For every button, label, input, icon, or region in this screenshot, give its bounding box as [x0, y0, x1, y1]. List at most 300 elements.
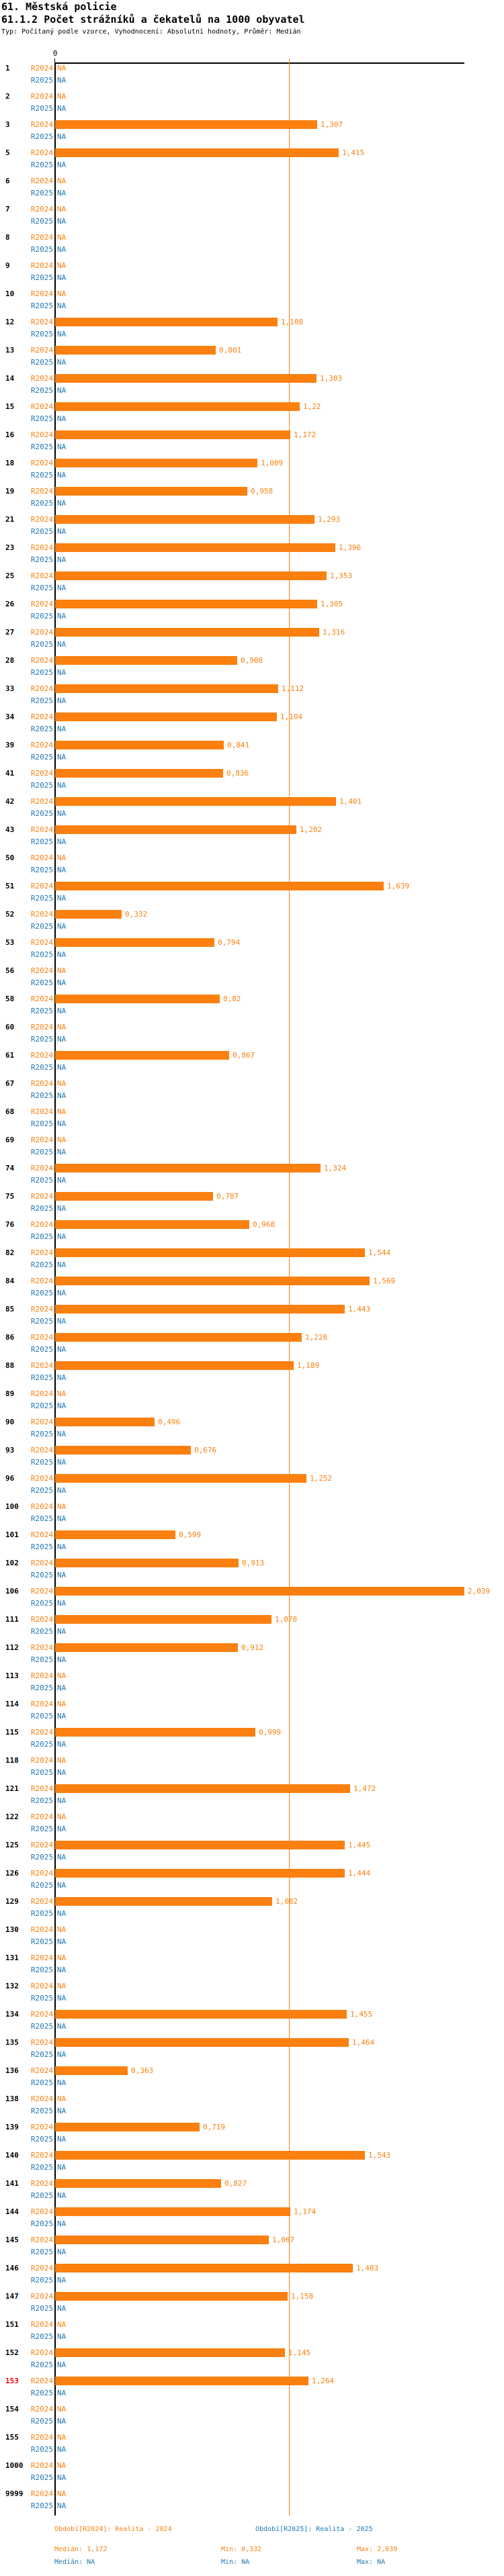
series-label-r2024: R2024: [30, 459, 53, 467]
value-label-r2024: 1,078: [275, 1615, 298, 1624]
row-group: [0, 260, 504, 288]
series-line-r2024: [0, 739, 504, 751]
row-id-label: 115: [5, 1728, 19, 1737]
series-line-r2024: [0, 965, 504, 977]
series-label-r2024: R2024: [30, 797, 53, 806]
na-label-r2025: NA: [57, 922, 67, 931]
series-line-r2025: [0, 2331, 504, 2343]
series-line-r2024: [0, 1952, 504, 1964]
series-line-r2024: [0, 1585, 504, 1598]
na-label-r2025: NA: [57, 189, 67, 197]
series-line-r2024: [0, 1839, 504, 1851]
row-group: [0, 1557, 504, 1585]
series-line-r2024: [0, 598, 504, 610]
series-line-r2025: [0, 582, 504, 594]
row-group: [0, 993, 504, 1021]
series-line-r2025: [0, 2190, 504, 2202]
na-label-r2025: NA: [57, 1260, 67, 1269]
series-label-r2025: R2025: [30, 358, 53, 367]
value-label-r2024: 0,82: [223, 995, 241, 1003]
row-id-label: 106: [5, 1587, 19, 1596]
value-label-r2024: 1,112: [282, 684, 304, 693]
stat-max-r2025: Max: NA: [357, 2559, 386, 2566]
series-line-r2025: [0, 2472, 504, 2484]
row-group: [0, 1585, 504, 1614]
series-label-r2024: R2024: [30, 1418, 53, 1426]
series-label-r2025: R2025: [30, 696, 53, 705]
row-id-label: 147: [5, 2292, 19, 2301]
series-line-r2025: [0, 977, 504, 989]
series-label-r2025: R2025: [30, 76, 53, 85]
row-id-label: 69: [5, 1136, 15, 1144]
series-line-r2024: [0, 2234, 504, 2246]
na-label-r2025: NA: [57, 1543, 67, 1551]
na-label-r2024: NA: [57, 966, 67, 975]
series-label-r2025: R2025: [30, 132, 53, 141]
value-bar-r2024: [55, 1192, 213, 1201]
series-label-r2024: R2024: [30, 64, 53, 73]
series-line-r2025: [0, 2133, 504, 2146]
value-label-r2024: 0,496: [158, 1418, 181, 1426]
stat-median-r2024: Medián: 1,172: [54, 2546, 108, 2553]
series-label-r2024: R2024: [30, 1671, 53, 1680]
row-id-label: 1: [5, 64, 10, 73]
series-line-r2025: [0, 1710, 504, 1722]
series-label-r2024: R2024: [30, 966, 53, 975]
na-label-r2025: NA: [57, 104, 67, 113]
series-label-r2025: R2025: [30, 1176, 53, 1185]
row-group: [0, 739, 504, 768]
value-bar-r2024: [55, 600, 317, 608]
series-line-r2025: [0, 2021, 504, 2033]
series-line-r2025: [0, 1880, 504, 1892]
row-group: [0, 1106, 504, 1134]
series-label-r2024: R2024: [30, 2292, 53, 2301]
series-line-r2025: [0, 2162, 504, 2174]
series-label-r2024: R2024: [30, 1136, 53, 1144]
series-label-r2025: R2025: [30, 1260, 53, 1269]
row-group: [0, 2093, 504, 2121]
value-bar-r2024: [55, 318, 278, 326]
series-label-r2024: R2024: [30, 374, 53, 383]
na-label-r2025: NA: [57, 527, 67, 536]
value-bar-r2024: [55, 148, 339, 157]
na-label-r2025: NA: [57, 1571, 67, 1579]
series-line-r2025: [0, 554, 504, 566]
series-line-r2025: [0, 1823, 504, 1835]
row-group: [0, 683, 504, 711]
value-bar-r2024: [55, 120, 317, 129]
series-label-r2024: R2024: [30, 2038, 53, 2047]
value-bar-r2024: [55, 741, 224, 749]
value-bar-r2024: [55, 769, 223, 778]
series-line-r2025: [0, 695, 504, 707]
value-bar-r2024: [55, 1248, 365, 1257]
na-label-r2025: NA: [57, 2248, 67, 2256]
series-line-r2025: [0, 2359, 504, 2371]
row-id-label: 136: [5, 2066, 19, 2075]
value-label-r2024: 0,867: [233, 1051, 255, 1060]
value-bar-r2024: [55, 938, 214, 947]
na-label-r2025: NA: [57, 2332, 67, 2341]
series-label-r2025: R2025: [30, 612, 53, 620]
series-line-r2024: [0, 1191, 504, 1203]
series-line-r2025: [0, 187, 504, 199]
series-line-r2024: [0, 1868, 504, 1880]
row-group: [0, 1050, 504, 1078]
series-label-r2024: R2024: [30, 2461, 53, 2470]
value-label-r2024: 0,908: [241, 656, 263, 665]
series-line-r2025: [0, 2303, 504, 2315]
value-bar-r2024: [55, 2123, 200, 2131]
series-line-r2024: [0, 1980, 504, 1992]
row-id-label: 74: [5, 1164, 15, 1172]
row-id-label: 58: [5, 995, 15, 1003]
value-bar-r2024: [55, 2179, 221, 2188]
series-line-r2024: [0, 1783, 504, 1795]
series-label-r2025: R2025: [30, 189, 53, 197]
na-label-r2025: NA: [57, 1599, 67, 1608]
row-id-label: 145: [5, 2236, 19, 2244]
row-id-label: 89: [5, 1389, 15, 1398]
series-line-r2025: [0, 1513, 504, 1525]
value-bar-r2024: [55, 487, 247, 496]
value-label-r2024: 1,189: [297, 1361, 320, 1370]
series-line-r2025: [0, 1569, 504, 1581]
row-group: [0, 2291, 504, 2319]
value-label-r2024: 1,353: [330, 571, 353, 580]
na-label-r2025: NA: [57, 2135, 67, 2144]
series-line-r2024: [0, 2262, 504, 2274]
row-group: [0, 598, 504, 627]
na-label-r2025: NA: [57, 1966, 67, 1974]
series-label-r2024: R2024: [30, 487, 53, 496]
na-label-r2025: NA: [57, 640, 67, 649]
value-label-r2024: 1,444: [348, 1869, 371, 1878]
row-group: [0, 1698, 504, 1727]
value-bar-r2024: [55, 1869, 345, 1878]
value-bar-r2024: [55, 882, 384, 890]
series-label-r2024: R2024: [30, 120, 53, 129]
series-line-r2025: [0, 667, 504, 679]
na-label-r2025: NA: [57, 471, 67, 479]
na-label-r2025: NA: [57, 386, 67, 395]
na-label-r2024: NA: [57, 854, 67, 862]
value-label-r2024: 1,639: [387, 882, 410, 890]
series-line-r2025: [0, 1598, 504, 1610]
na-label-r2025: NA: [57, 2191, 67, 2200]
value-bar-r2024: [55, 2236, 269, 2244]
row-id-label: 67: [5, 1079, 15, 1088]
series-line-r2025: [0, 1851, 504, 1864]
row-id-label: 122: [5, 1812, 19, 1821]
value-bar-r2024: [55, 1164, 321, 1172]
series-label-r2024: R2024: [30, 1784, 53, 1793]
series-line-r2025: [0, 1062, 504, 1074]
series-label-r2025: R2025: [30, 2501, 53, 2510]
na-label-r2025: NA: [57, 978, 67, 987]
series-line-r2025: [0, 1457, 504, 1469]
series-label-r2024: R2024: [30, 684, 53, 693]
na-label-r2025: NA: [57, 1148, 67, 1156]
na-label-r2024: NA: [57, 1107, 67, 1116]
series-label-r2025: R2025: [30, 104, 53, 113]
series-line-r2024: [0, 824, 504, 836]
row-group: [0, 1980, 504, 2009]
row-group: [0, 2488, 504, 2516]
value-label-r2024: 1,415: [342, 148, 365, 157]
row-group: [0, 2009, 504, 2037]
series-line-r2024: [0, 542, 504, 554]
series-label-r2025: R2025: [30, 668, 53, 677]
series-label-r2024: R2024: [30, 1248, 53, 1257]
value-bar-r2024: [55, 430, 290, 439]
series-label-r2025: R2025: [30, 1345, 53, 1354]
series-line-r2025: [0, 498, 504, 510]
row-group: [0, 627, 504, 655]
series-label-r2024: R2024: [30, 430, 53, 439]
na-label-r2025: NA: [57, 696, 67, 705]
row-id-label: 90: [5, 1418, 15, 1426]
series-label-r2025: R2025: [30, 866, 53, 874]
na-label-r2025: NA: [57, 1317, 67, 1326]
value-bar-r2024: [55, 1784, 350, 1793]
row-id-label: 114: [5, 1700, 19, 1708]
series-line-r2025: [0, 1428, 504, 1440]
row-group: [0, 91, 504, 119]
row-group: [0, 1332, 504, 1360]
row-id-label: 88: [5, 1361, 15, 1370]
series-label-r2024: R2024: [30, 2236, 53, 2244]
series-line-r2024: [0, 457, 504, 469]
na-label-r2025: NA: [57, 2445, 67, 2454]
series-label-r2025: R2025: [30, 2473, 53, 2482]
page-title: 61. Městská policie: [1, 1, 117, 13]
series-label-r2024: R2024: [30, 995, 53, 1003]
series-line-r2024: [0, 1332, 504, 1344]
series-label-r2025: R2025: [30, 584, 53, 592]
series-label-r2025: R2025: [30, 1486, 53, 1495]
row-group: [0, 344, 504, 373]
series-label-r2024: R2024: [30, 2264, 53, 2272]
na-label-r2025: NA: [57, 2473, 67, 2482]
row-id-label: 9: [5, 261, 10, 270]
row-id-label: 14: [5, 374, 15, 383]
series-label-r2024: R2024: [30, 1220, 53, 1229]
row-group: [0, 1444, 504, 1473]
series-line-r2024: [0, 2009, 504, 2021]
value-bar-r2024: [55, 2377, 308, 2385]
row-id-label: 85: [5, 1305, 15, 1314]
value-label-r2024: 1,104: [280, 712, 303, 721]
series-line-r2025: [0, 1118, 504, 1130]
series-label-r2025: R2025: [30, 273, 53, 282]
row-id-label: 113: [5, 1671, 19, 1680]
row-id-label: 84: [5, 1277, 15, 1285]
value-label-r2024: 0,676: [194, 1446, 217, 1455]
row-group: [0, 1755, 504, 1783]
series-line-r2025: [0, 2444, 504, 2456]
series-label-r2024: R2024: [30, 1925, 53, 1934]
series-label-r2025: R2025: [30, 1684, 53, 1692]
value-label-r2024: 1,443: [348, 1305, 371, 1314]
row-group: [0, 1501, 504, 1529]
series-line-r2024: [0, 1727, 504, 1739]
row-id-label: 135: [5, 2038, 19, 2047]
value-label-r2024: 1,082: [276, 1897, 298, 1906]
value-label-r2024: 1,158: [291, 2292, 314, 2301]
series-line-r2025: [0, 357, 504, 369]
value-bar-r2024: [55, 2292, 288, 2301]
na-label-r2024: NA: [57, 2095, 67, 2103]
na-label-r2025: NA: [57, 443, 67, 451]
row-group: [0, 2178, 504, 2206]
series-line-r2024: [0, 880, 504, 892]
value-bar-r2024: [55, 628, 319, 637]
series-label-r2025: R2025: [30, 1768, 53, 1777]
series-line-r2024: [0, 1360, 504, 1372]
series-line-r2025: [0, 836, 504, 848]
series-line-r2025: [0, 1316, 504, 1328]
series-label-r2024: R2024: [30, 2151, 53, 2160]
row-id-label: 125: [5, 1841, 19, 1849]
series-label-r2024: R2024: [30, 1023, 53, 1031]
row-id-label: 126: [5, 1869, 19, 1878]
series-line-r2024: [0, 570, 504, 582]
row-group: [0, 2262, 504, 2291]
series-label-r2024: R2024: [30, 1756, 53, 1765]
row-id-label: 146: [5, 2264, 19, 2272]
row-group: [0, 147, 504, 175]
row-group: [0, 1614, 504, 1642]
row-id-label: 144: [5, 2207, 19, 2216]
series-line-r2025: [0, 1033, 504, 1046]
series-label-r2024: R2024: [30, 2207, 53, 2216]
na-label-r2025: NA: [57, 866, 67, 874]
series-line-r2025: [0, 610, 504, 623]
series-label-r2025: R2025: [30, 1289, 53, 1297]
value-label-r2024: 1,543: [368, 2151, 391, 2160]
na-label-r2025: NA: [57, 1063, 67, 1072]
value-label-r2024: 1,324: [324, 1164, 347, 1172]
series-line-r2024: [0, 2093, 504, 2105]
series-line-r2024: [0, 1247, 504, 1259]
axis-zero-label: 0: [52, 49, 58, 58]
row-group: [0, 2065, 504, 2093]
series-label-r2024: R2024: [30, 177, 53, 185]
value-label-r2024: 1,108: [281, 318, 304, 326]
series-label-r2024: R2024: [30, 600, 53, 608]
value-bar-r2024: [55, 402, 300, 411]
series-label-r2024: R2024: [30, 1587, 53, 1596]
series-line-r2024: [0, 1614, 504, 1626]
series-label-r2025: R2025: [30, 2304, 53, 2313]
row-id-label: 111: [5, 1615, 19, 1624]
na-label-r2025: NA: [57, 499, 67, 508]
row-group: [0, 1924, 504, 1952]
na-label-r2025: NA: [57, 2050, 67, 2059]
na-label-r2024: NA: [57, 1925, 67, 1934]
series-line-r2024: [0, 429, 504, 441]
na-label-r2025: NA: [57, 809, 67, 818]
na-label-r2025: NA: [57, 1994, 67, 2003]
series-line-r2024: [0, 1670, 504, 1682]
series-line-r2025: [0, 1400, 504, 1412]
row-group: [0, 2037, 504, 2065]
series-line-r2025: [0, 1203, 504, 1215]
series-line-r2024: [0, 2319, 504, 2331]
series-line-r2025: [0, 1654, 504, 1666]
series-line-r2024: [0, 937, 504, 949]
series-label-r2025: R2025: [30, 725, 53, 733]
row-group: [0, 880, 504, 909]
legend-period-r2025: Období[R2025]: Realita - 2025: [255, 2526, 373, 2533]
na-label-r2025: NA: [57, 414, 67, 423]
na-label-r2025: NA: [57, 584, 67, 592]
value-label-r2024: 1,401: [339, 797, 362, 806]
series-label-r2025: R2025: [30, 2417, 53, 2426]
series-label-r2025: R2025: [30, 555, 53, 564]
value-label-r2024: 0,999: [259, 1728, 282, 1737]
series-line-r2024: [0, 796, 504, 808]
series-line-r2024: [0, 119, 504, 131]
series-label-r2024: R2024: [30, 712, 53, 721]
row-id-label: 33: [5, 684, 15, 693]
series-label-r2024: R2024: [30, 1530, 53, 1539]
value-bar-r2024: [55, 797, 336, 806]
na-label-r2025: NA: [57, 781, 67, 790]
series-label-r2024: R2024: [30, 1615, 53, 1624]
series-line-r2025: [0, 1992, 504, 2005]
series-line-r2025: [0, 272, 504, 284]
value-bar-r2024: [55, 825, 296, 834]
na-label-r2025: NA: [57, 837, 67, 846]
series-line-r2024: [0, 627, 504, 639]
series-label-r2025: R2025: [30, 1458, 53, 1467]
series-label-r2024: R2024: [30, 910, 53, 919]
row-id-label: 141: [5, 2179, 19, 2188]
na-label-r2025: NA: [57, 1627, 67, 1636]
series-label-r2025: R2025: [30, 1655, 53, 1664]
row-id-label: 41: [5, 769, 15, 778]
row-group: [0, 542, 504, 570]
na-label-r2024: NA: [57, 233, 67, 242]
na-label-r2024: NA: [57, 92, 67, 101]
value-bar-r2024: [55, 515, 314, 524]
row-group: [0, 203, 504, 232]
row-group: [0, 852, 504, 880]
row-group: [0, 401, 504, 429]
series-line-r2024: [0, 1219, 504, 1231]
na-label-r2024: NA: [57, 1502, 67, 1511]
series-label-r2025: R2025: [30, 1881, 53, 1890]
series-label-r2025: R2025: [30, 1091, 53, 1100]
series-label-r2025: R2025: [30, 1966, 53, 1974]
series-label-r2025: R2025: [30, 2219, 53, 2228]
row-id-label: 15: [5, 402, 15, 411]
series-label-r2025: R2025: [30, 1401, 53, 1410]
series-line-r2025: [0, 2077, 504, 2089]
row-group: [0, 1134, 504, 1162]
series-label-r2025: R2025: [30, 245, 53, 254]
series-label-r2025: R2025: [30, 499, 53, 508]
series-label-r2025: R2025: [30, 1740, 53, 1749]
stat-min-r2025: Min: NA: [221, 2559, 250, 2566]
row-group: [0, 824, 504, 852]
series-line-r2024: [0, 2150, 504, 2162]
row-group: [0, 1473, 504, 1501]
series-line-r2025: [0, 1090, 504, 1102]
